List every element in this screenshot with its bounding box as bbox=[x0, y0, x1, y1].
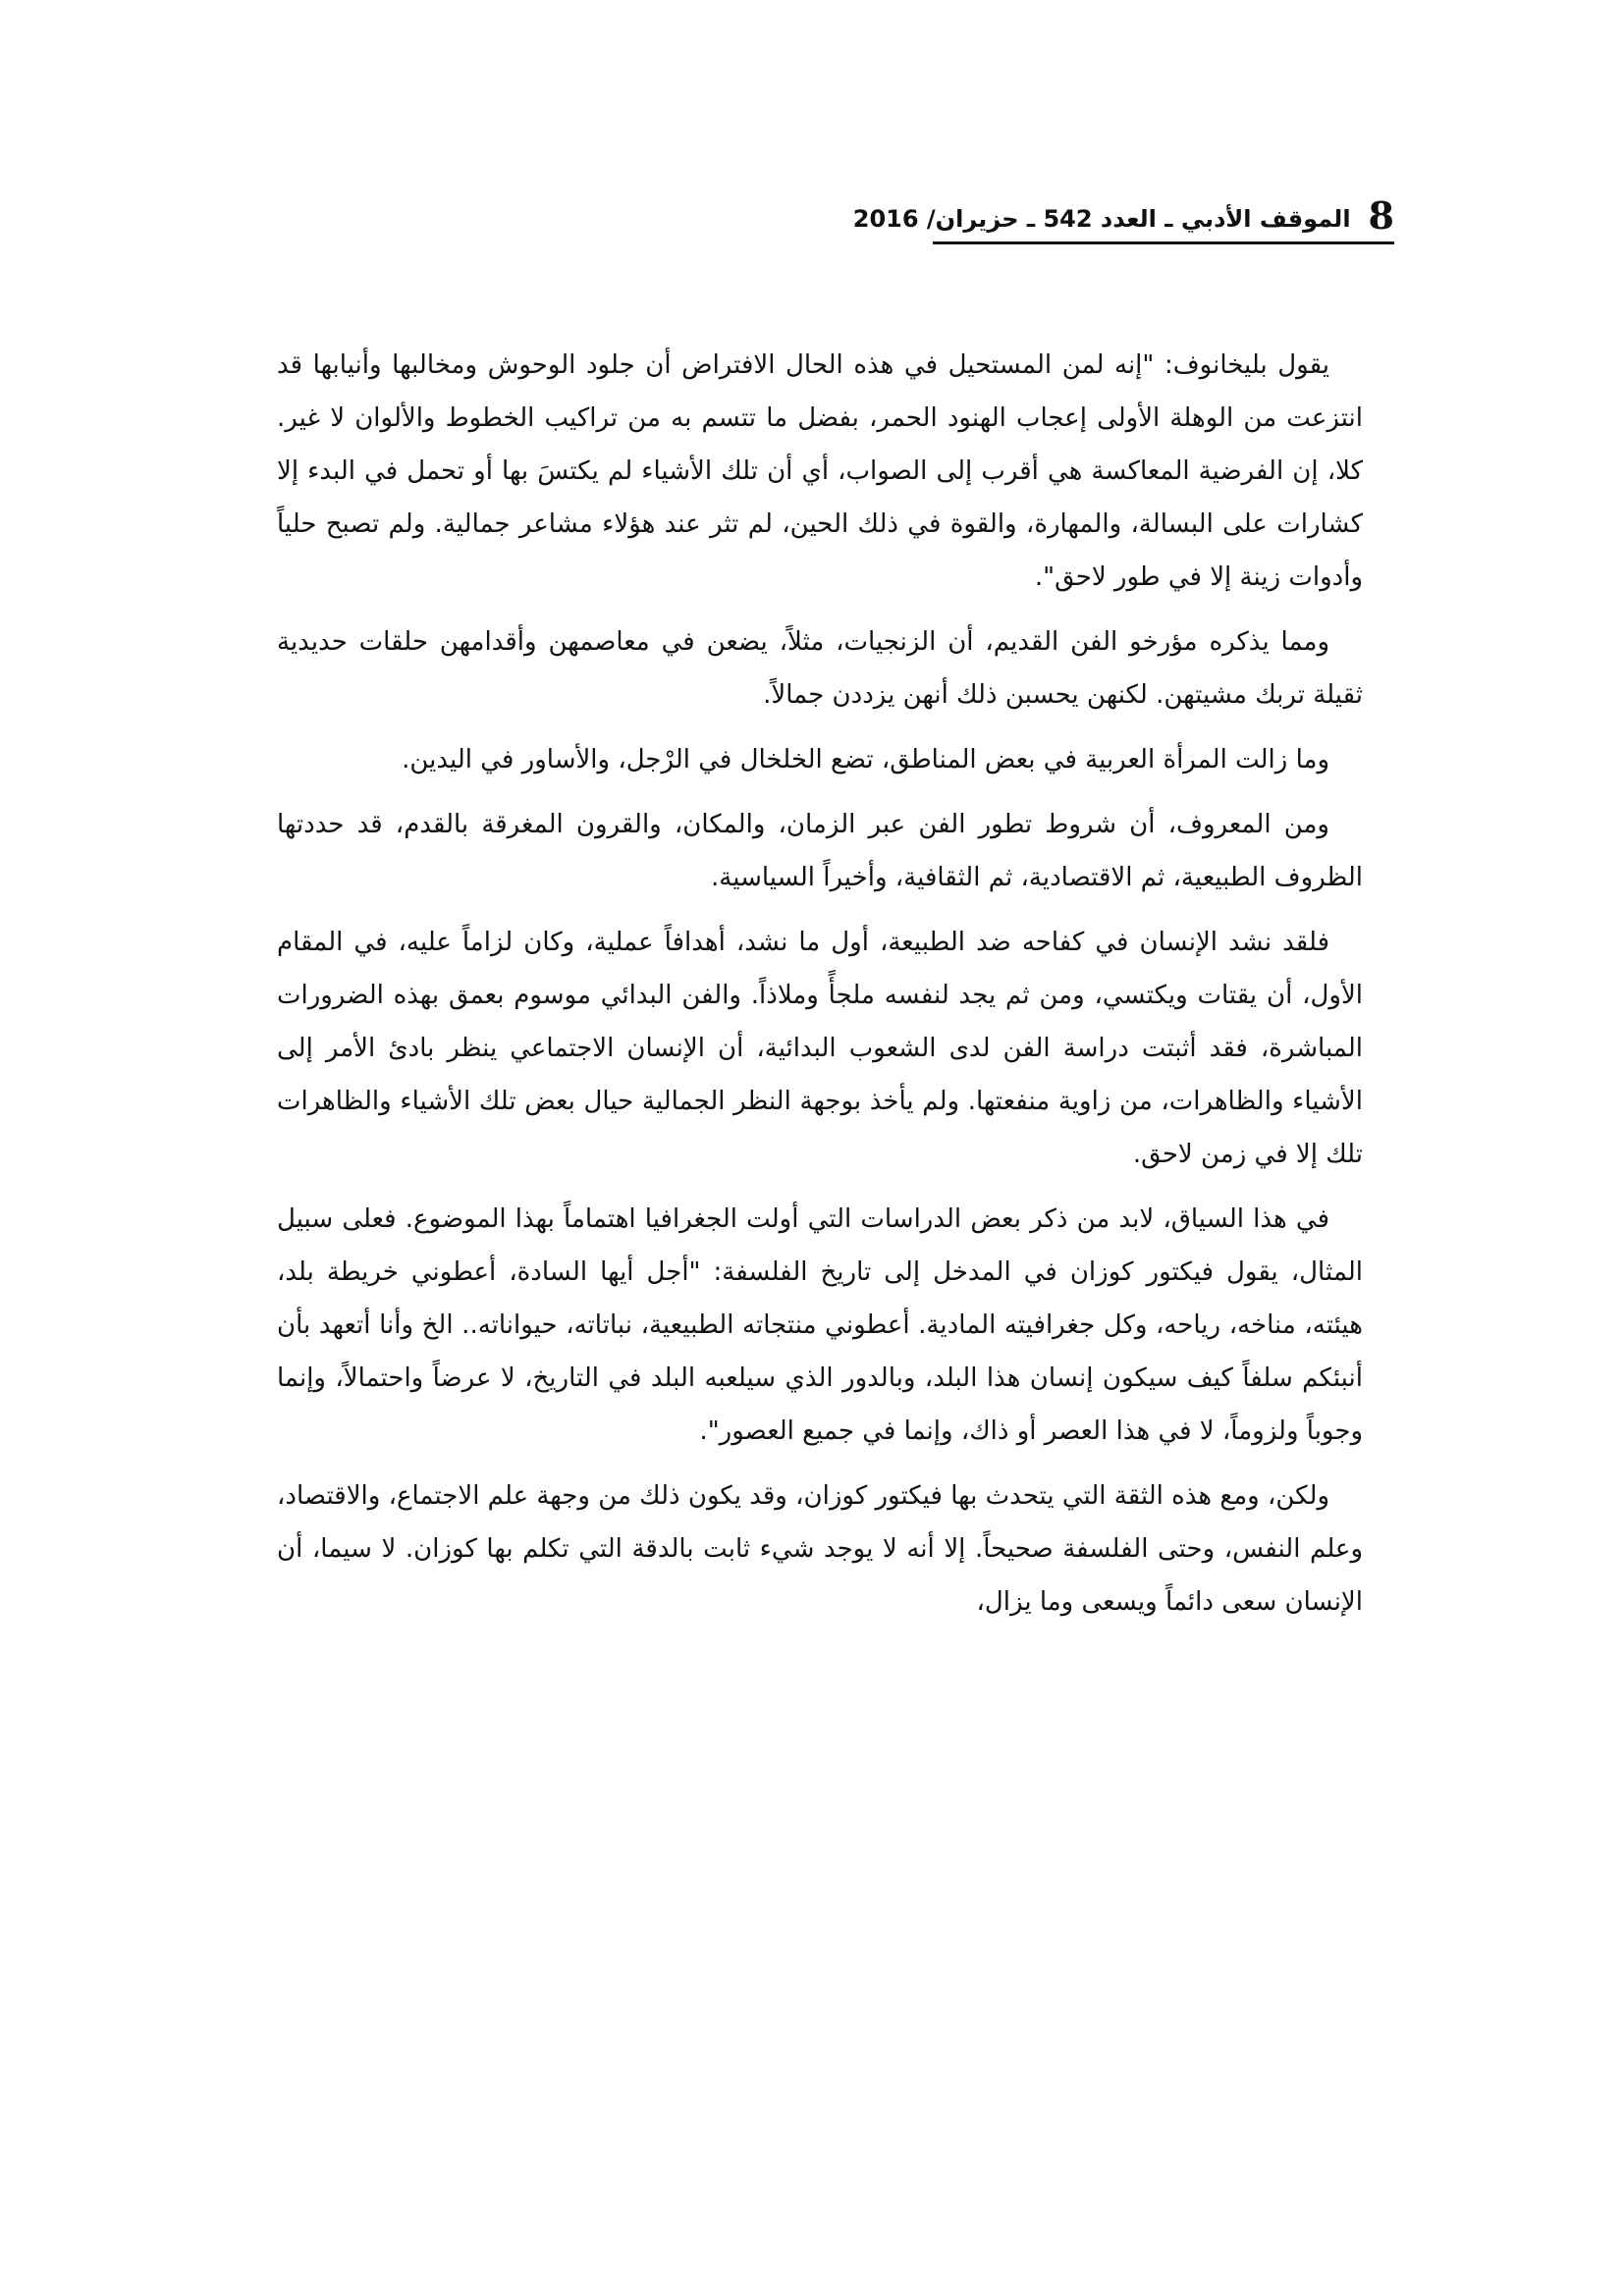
header-divider bbox=[933, 241, 1394, 244]
paragraph: ومن المعروف، أن شروط تطور الفن عبر الزمان، والمكان، والقرون المغرقة بالقدم، قد حددتها الظروف الطبيعية، ثم الاقتصادية، ثم الثقافية، وأخيراً السياسية. bbox=[277, 810, 1363, 892]
paragraph: ولكن، ومع هذه الثقة التي يتحدث بها فيكتور كوزان، وقد يكون ذلك من وجهة علم الاجتماع، والاقتصاد، وعلم النفس، وحتى الفلسفة صحيحاً. إلا أنه لا يوجد شيء ثابت بالدقة التي تكلم بها كوزان. لا سيما، أن الإنسان سعى دائماً ويسعى وما يزال، bbox=[277, 1481, 1363, 1617]
paragraph: وما زالت المرأة العربية في بعض المناطق، تضع الخلخال في الرْجل، والأساور في اليدين. bbox=[402, 745, 1329, 774]
paragraph: ومما يذكره مؤرخو الفن القديم، أن الزنجيات، مثلاً، يضعن في معاصمهن وأقدامهن حلقات حديدية ثقيلة تربك مشيتهن. لكنهن يحسبن ذلك أنهن يزددن جمالاً. bbox=[277, 627, 1363, 710]
page-number: 8 bbox=[1368, 193, 1394, 238]
journal-issue-line: الموقف الأدبي ـ العدد 542 ـ حزيران/ 2016 bbox=[852, 205, 1351, 233]
running-header bbox=[852, 193, 1394, 238]
paragraph: فلقد نشد الإنسان في كفاحه ضد الطبيعة، أول ما نشد، أهدافاً عملية، وكان لزاماً عليه، في المقام الأول، أن يقتات ويكتسي، ومن ثم يجد لنفسه ملجأً وملاذاً. والفن البدائي موسوم بعمق بهذه الضرورات المباشرة، فقد أثبتت دراسة الفن لدى الشعوب البدائية، أن الإنسان الاجتماعي ينظر بادئ الأمر إلى الأشياء والظاهرات، من زاوية منفعتها. ولم يأخذ بوجهة النظر الجمالية حيال بعض تلك الأشياء والظاهرات تلك إلا في زمن لاحق. bbox=[277, 928, 1363, 1169]
paragraph: يقول بليخانوف: "إنه لمن المستحيل في هذه الحال الافتراض أن جلود الوحوش ومخالبها وأنيابها قد انتزعت من الوهلة الأولى إعجاب الهنود الحمر، بفضل ما تتسم به من تراكيب الخطوط والألوان لا غير. كلا، إن الفرضية المعاكسة هي أقرب إلى الصواب، أي أن تلك الأشياء لم يكتسَ بها أو تحمل في البدء إلا كشارات على البسالة، والمهارة، والقوة في ذلك الحين، لم تثر عند هؤلاء مشاعر جمالية. ولم تصبح حلياً وأدوات زينة إلا في طور لاحق". bbox=[277, 350, 1363, 592]
article-body bbox=[277, 339, 1363, 2047]
paragraph: في هذا السياق، لابد من ذكر بعض الدراسات التي أولت الجغرافيا اهتماماً بهذا الموضوع. فعلى سبيل المثال، يقول فيكتور كوزان في المدخل إلى تاريخ الفلسفة: "أجل أيها السادة، أعطوني خريطة بلد، هيئته، مناخه، رياحه، وكل جغرافيته المادية. أعطوني منتجاته الطبيعية، نباتاته، حيواناته.. الخ وأنا أتعهد بأن أنبئكم سلفاً كيف سيكون إنسان هذا البلد، وبالدور الذي سيلعبه البلد في التاريخ، لا عرضاً واحتمالاً، وإنما وجوباً ولزوماً، لا في هذا العصر أو ذاك، وإنما في جميع العصور". bbox=[277, 1204, 1363, 1446]
